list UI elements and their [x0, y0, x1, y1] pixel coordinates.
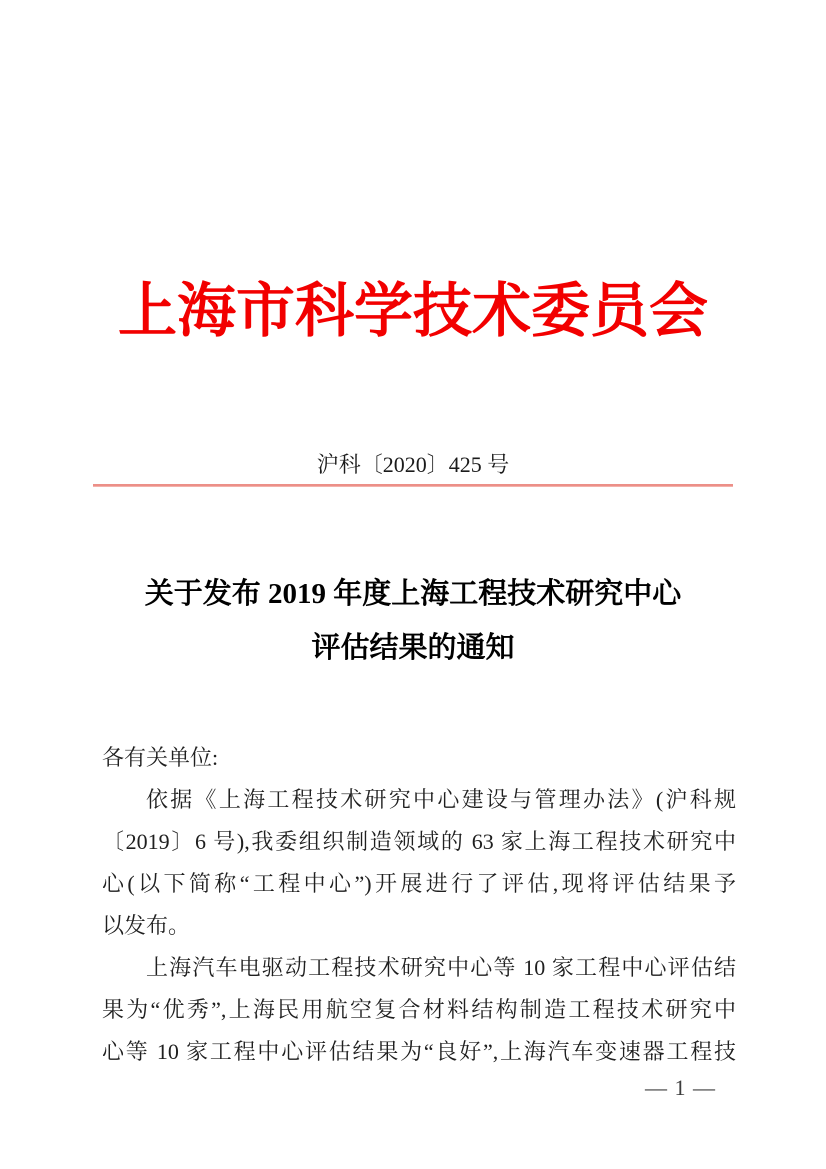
body-line: 〔2019〕6 号),我委组织制造领域的 63 家上海工程技术研究中	[102, 829, 736, 854]
notice-title-line1: 关于发布 2019 年度上海工程技术研究中心	[144, 578, 682, 610]
body-line: 果为“优秀”,上海民用航空复合材料结构制造工程技术研究中	[102, 997, 736, 1022]
notice-title	[0, 567, 826, 675]
body-text	[102, 737, 736, 1073]
page-number: — 1 —	[645, 1075, 716, 1100]
doc-number: 沪科〔2020〕425 号	[316, 452, 510, 477]
body-line: 上海汽车电驱动工程技术研究中心等 10 家工程中心评估结	[146, 955, 736, 980]
red-divider-line	[93, 484, 733, 487]
salutation: 各有关单位:	[102, 745, 219, 770]
body-line: 心等 10 家工程中心评估结果为“良好”,上海汽车变速器工程技	[102, 1039, 736, 1064]
notice-title-line2: 评估结果的通知	[311, 632, 515, 664]
body-line: 依据《上海工程技术研究中心建设与管理办法》(沪科规	[146, 787, 736, 812]
body-line: 以发布。	[102, 913, 191, 938]
issuer-title: 上海市科学技术委员会	[117, 278, 708, 344]
body-line: 心(以下简称“工程中心”)开展进行了评估,现将评估结果予	[102, 871, 736, 896]
